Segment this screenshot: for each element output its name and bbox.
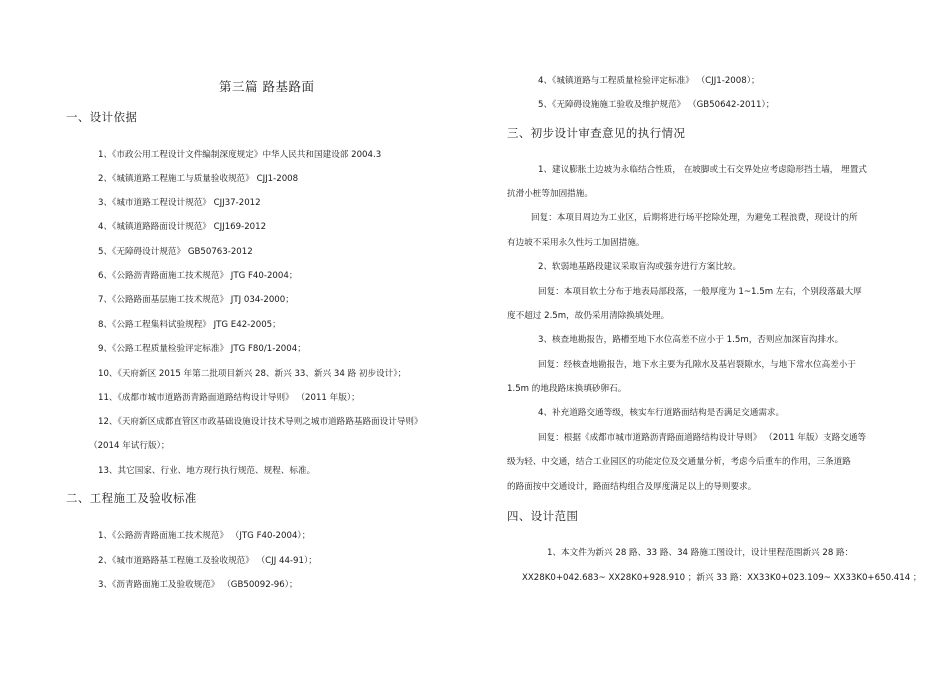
list-item: 6、《公路沥青路面施工技术规范》 JTG F40-2004； bbox=[98, 271, 298, 281]
list-item: 3、《沥青路面施工及验收规范》 （GB50092-96）； bbox=[98, 580, 298, 590]
list-item: 13、其它国家、行业、地方现行执行规范、规程、标准。 bbox=[98, 466, 316, 476]
paragraph-line: 1、本文件为新兴 28 路、33 路、34 路施工图设计，设计里程范围新兴 28 路： bbox=[547, 548, 854, 558]
list-item: 12、《天府新区成都直管区市政基础设施设计技术导则之城市道路路基路面设计导则》 bbox=[98, 417, 423, 427]
paragraph-line: 4、补充道路交通等级，核实车行道路面结构是否满足交通需求。 bbox=[538, 408, 785, 418]
list-item: 10、《天府新区 2015 年第二批项目新兴 28、新兴 33、新兴 34 路 初步设计》； bbox=[98, 369, 407, 379]
list-item: 9、《公路工程质量检验评定标准》 JTG F80/1-2004； bbox=[98, 344, 306, 354]
list-item-continuation: （2014 年试行版）； bbox=[89, 441, 170, 451]
paragraph-line: XX28K0+042.683~ XX28K0+928.910 ；新兴 33 路：XX33K0+023.109~ XX33K0+650.414 ； bbox=[522, 573, 922, 583]
list-item: 8、《公路工程集料试验规程》 JTG E42-2005； bbox=[98, 320, 281, 330]
paragraph-line: 度不超过 2.5m，故仍采用清除换填处理。 bbox=[507, 311, 670, 321]
list-item: 4、《城镇道路与工程质量检验评定标准》 （CJJ1-2008）； bbox=[538, 76, 760, 86]
list-item: 11、《成都市城市道路沥青路面道路结构设计导则》 （2011 年版）； bbox=[98, 393, 360, 403]
list-item: 1、《公路沥青路面施工技术规范》 （JTG F40-2004）； bbox=[98, 531, 311, 541]
list-item: 5、《无障碍设计规范》 GB50763-2012 bbox=[98, 247, 253, 257]
paragraph-line: 1.5m 的地段路床换填砂卵石。 bbox=[507, 384, 627, 394]
reply-line: 回复：根据《成都市城市道路沥青路面道路结构设计导则》 （2011 年版）支路交通等 bbox=[538, 433, 867, 443]
list-item: 2、《城镇道路工程施工与质量验收规范》 CJJ1-2008 bbox=[98, 174, 299, 184]
list-item: 7、《公路路面基层施工技术规范》 JTJ 034-2000； bbox=[98, 295, 294, 305]
list-item: 4、《城镇道路路面设计规范》 CJJ169-2012 bbox=[98, 222, 267, 232]
paragraph-line: 3、核查地勘报告，路槽至地下水位高差不应小于 1.5m，否则应加深盲沟排水。 bbox=[538, 335, 844, 345]
list-item: 2、《城市道路路基工程施工及验收规范》 （CJJ 44-91）； bbox=[98, 556, 317, 566]
paragraph-line: 抗滑小桩等加固措施。 bbox=[507, 189, 593, 199]
section-heading-review-opinions: 三、初步设计审查意见的执行情况 bbox=[507, 126, 686, 140]
paragraph-line: 级为轻、中交通，结合工业园区的功能定位及交通量分析，考虑今后重车的作用，三条道路 bbox=[507, 457, 851, 467]
paragraph-line: 2、软弱地基路段建议采取盲沟或强夯进行方案比较。 bbox=[538, 262, 742, 272]
reply-line: 回复：经核查地勘报告，地下水主要为孔隙水及基岩裂隙水，与地下常水位高差小于 bbox=[538, 360, 856, 370]
reply-line: 回复：本项目周边为工业区，后期将进行场平挖除处理，为避免工程浪费，现设计的所 bbox=[531, 213, 858, 223]
paragraph-line: 有边坡不采用永久性圬工加固措施。 bbox=[507, 238, 645, 248]
list-item: 1、《市政公用工程设计文件编制深度规定》中华人民共和国建设部 2004.3 bbox=[98, 150, 382, 160]
section-heading-design-basis: 一、设计依据 bbox=[66, 110, 138, 124]
paragraph-line: 的路面按中交通设计，路面结构组合及厚度满足以上的导则要求。 bbox=[507, 482, 757, 492]
paragraph-line: 1、建议膨胀土边坡为永临结合性质， 在坡脚或土石交界处应考虑隐形挡土墙， 埋置式 bbox=[538, 165, 867, 175]
list-item: 5、《无障碍设施施工验收及维护规范》 （GB50642-2011）； bbox=[538, 100, 775, 110]
right-column bbox=[475, 0, 950, 673]
page-title: 第三篇 路基路面 bbox=[219, 79, 315, 94]
list-item: 3、《城市道路工程设计规范》 CJJ37-2012 bbox=[98, 198, 261, 208]
section-heading-construction-standards: 二、工程施工及验收标准 bbox=[66, 491, 197, 505]
reply-line: 回复：本项目软土分布于地表局部段落，一般厚度为 1~1.5m 左右，个别段落最大厚 bbox=[538, 287, 862, 297]
section-heading-design-scope: 四、设计范围 bbox=[507, 509, 579, 523]
